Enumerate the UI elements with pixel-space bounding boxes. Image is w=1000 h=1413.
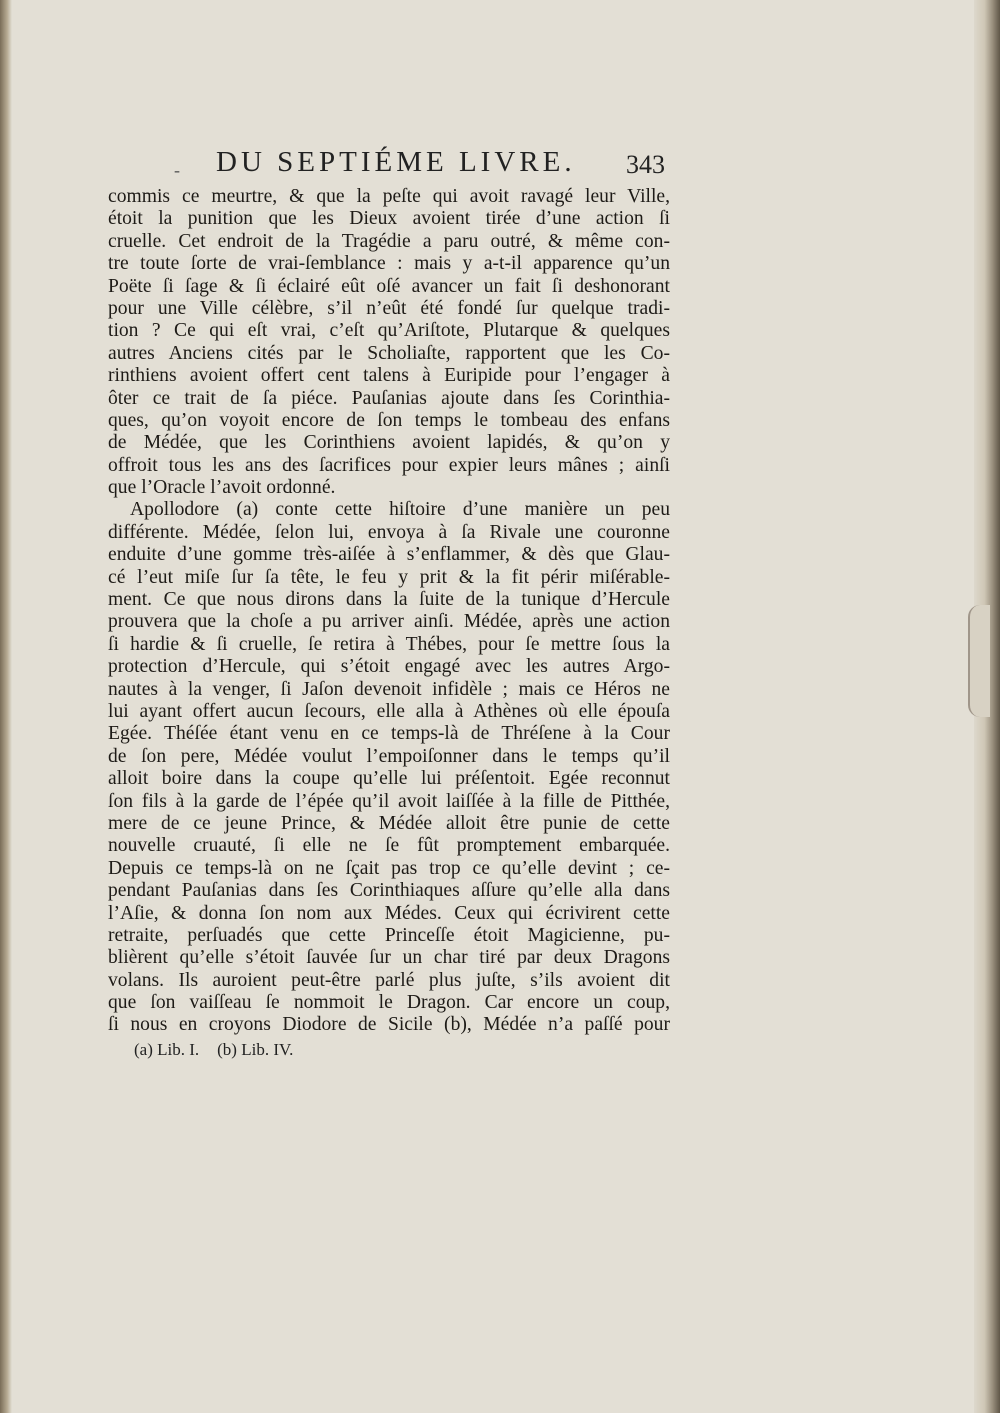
- text-line: l’Aſie, & donna ſon nom aux Médes. Ceux qui écrivirent cette: [108, 902, 670, 924]
- text-line: lui ayant offert aucun ſecours, elle alla à Athènes où elle épouſa: [108, 700, 670, 722]
- text-line: de Médée, que les Corinthiens avoient lapidés, & qu’on y: [108, 432, 670, 454]
- text-line: retraite, perſuadés que cette Princeſſe étoit Magicienne, pu-: [108, 924, 670, 946]
- paragraph: [108, 186, 670, 499]
- text-line: enduite d’une gomme très-aiſée à s’enflammer, & dès que Glau-: [108, 544, 670, 566]
- text-line: volans. Ils auroient peut-être parlé plus juſte, s’ils avoient dit: [108, 969, 670, 991]
- text-line: nautes à la venger, ſi Jaſon devenoit infidèle ; mais ce Héros ne: [108, 678, 670, 700]
- text-line: tion ? Ce qui eſt vrai, c’eſt qu’Ariſtote, Plutarque & quelques: [108, 320, 670, 342]
- text-line: Depuis ce temps-là on ne ſçait pas trop ce qu’elle devint ; ce-: [108, 857, 670, 879]
- text-line: cruelle. Cet endroit de la Tragédie a paru outré, & même con-: [108, 230, 670, 252]
- binding-shadow: [0, 0, 12, 1413]
- page-number: 343: [626, 150, 665, 179]
- text-line: différente. Médée, ſelon lui, envoya à ſa Rivale une couronne: [108, 521, 670, 543]
- text-line: ques, qu’on voyoit encore de ſon temps le tombeau des enfans: [108, 409, 670, 431]
- text-line: commis ce meurtre, & que la peſte qui avoit ravagé leur Ville,: [108, 186, 670, 207]
- text-line: ſon fils à la garde de l’épée qu’il avoit laiſſée à la fille de Pitthée,: [108, 790, 670, 812]
- text-line: de ſon pere, Médée voulut l’empoiſonner dans le temps qu’il: [108, 745, 670, 767]
- text-line: ment. Ce que nous dirons dans la ſuite de la tunique d’Hercule: [108, 589, 670, 611]
- text-line: ôter ce trait de ſa piéce. Pauſanias ajoute dans ſes Corinthia-: [108, 387, 670, 409]
- footnotes: [134, 1040, 311, 1060]
- text-line: cé l’eut miſe ſur ſa tête, le feu y prit & la fit périr miſérable-: [108, 566, 670, 588]
- running-head: DU SEPTIÉME LIVRE.: [216, 146, 576, 178]
- text-line: offroit tous les ans des ſacrifices pour expier leurs mânes ; ainſi: [108, 454, 670, 476]
- text-line: étoit la punition que les Dieux avoient tirée d’une action ſi: [108, 208, 670, 230]
- header-dash: -: [174, 160, 180, 180]
- text-line: nouvelle cruauté, ſi elle ne ſe fût promptement embarquée.: [108, 835, 670, 857]
- text-line: ſi hardie & ſi cruelle, ſe retira à Thébes, pour ſe mettre ſous la: [108, 633, 670, 655]
- footnote: (a) Lib. I.: [134, 1040, 200, 1059]
- text-line: protection d’Hercule, qui s’étoit engagé avec les autres Argo-: [108, 656, 670, 678]
- footnote: (b) Lib. IV.: [217, 1040, 294, 1059]
- paragraph: [108, 499, 670, 1036]
- text-line: Apollodore (a) conte cette hiſtoire d’une manière un peu: [130, 499, 670, 521]
- text-line: rinthiens avoient offert cent talens à Euripide pour l’engager à: [108, 365, 670, 387]
- text-line: mere de ce jeune Prince, & Médée alloit être punie de cette: [108, 812, 670, 834]
- text-line: ſi nous en croyons Diodore de Sicile (b), Médée n’a paſſé pour: [108, 1014, 670, 1036]
- text-line: autres Anciens cités par le Scholiaſte, rapportent que les Co-: [108, 342, 670, 364]
- text-line: que l’Oracle l’avoit ordonné.: [108, 477, 336, 499]
- text-line: Egée. Théſée étant venu en ce temps-là de Thréſene à la Cour: [108, 723, 670, 745]
- text-line: tre toute ſorte de vrai-ſemblance : mais y a-t-il apparence qu’un: [108, 253, 670, 275]
- text-line: blièrent qu’elle s’étoit ſauvée ſur un char tiré par deux Dragons: [108, 947, 670, 969]
- body-text: [108, 186, 670, 1037]
- text-line: pendant Pauſanias dans ſes Corinthiaques aſſure qu’elle alla dans: [108, 880, 670, 902]
- text-line: alloit boire dans la coupe qu’elle lui préſentoit. Egée reconnut: [108, 768, 670, 790]
- text-line: prouvera que la choſe a pu arriver ainſi. Médée, après une action: [108, 611, 670, 633]
- text-line: Poëte ſi ſage & ſi éclairé eût oſé avancer un fait ſi deshonorant: [108, 275, 670, 297]
- text-line: que ſon vaiſſeau ſe nommoit le Dragon. Car encore un coup,: [108, 992, 670, 1014]
- text-line: pour une Ville célèbre, s’il n’eût été fondé ſur quelque tradi-: [108, 297, 670, 319]
- page-header: [170, 146, 670, 186]
- page-notch: [968, 605, 990, 717]
